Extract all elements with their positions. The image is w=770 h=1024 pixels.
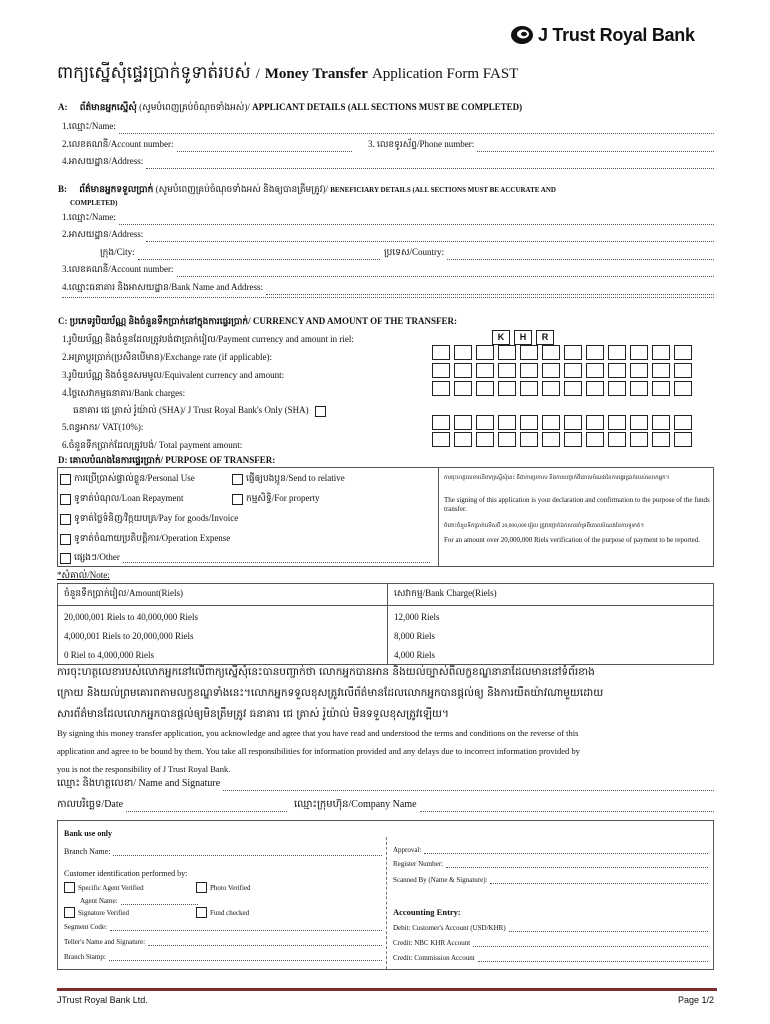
footer-divider [57, 988, 717, 991]
section-c-heading: C: ប្រភេទរូបិយប័ណ្ណ និងចំនួនទឹកប្រាក់នៅក្នុងការផ្ទេរប្រាក់/ CURRENCY AND AMOUNT OF THE TRANSFER: [58, 316, 457, 326]
photo-verified-option[interactable]: Photo Verified [196, 882, 251, 893]
table-header: ចំនួនទឹកប្រាក់រៀល/Amount(Riels) [58, 584, 388, 606]
purpose-threshold-en: For an amount over 20,000,000 Riels verification of the purpose of payment to be reported. [444, 536, 701, 544]
beneficiary-name-field[interactable]: 1.ឈ្មោះ/Name: [62, 212, 714, 225]
purpose-threshold-khmer: ចំពោះចំនួនទឹកប្រាក់លើសពី 20,000,000 រៀល ត្រូវបញ្ជាក់ឯកសារគាំទ្រពីគោលបំណងនៃការទូទាត់។ [444, 523, 644, 529]
credit-commission-field[interactable]: Credit: Commission Account [393, 954, 708, 962]
table-header: សេវាកម្ម/Bank Charge(Riels) [388, 584, 714, 606]
section-d-heading: D: គោលបំណងនៃការផ្ទេរប្រាក់/ PURPOSE OF TRANSFER: [58, 455, 276, 465]
beneficiary-city-field[interactable]: ក្រុង/City: [100, 247, 380, 260]
bank-charges-label: 4.ថ្លៃសេវាកម្មធនាគារ/Bank charges: [62, 388, 186, 398]
vat-boxes[interactable] [432, 415, 692, 430]
company-name-field[interactable]: ឈ្មោះក្រុមហ៊ុន/Company Name [294, 797, 714, 812]
total-amount-label: 6.ចំនួនទឹកប្រាក់ដែលត្រូវបង់/ Total payment amount: [62, 440, 243, 450]
note-label: *សំគាល់/Note: [57, 570, 110, 580]
purpose-declaration-en: The signing of this application is your declaration and confirmation to the purpose of the funds transfer. [444, 496, 710, 513]
bank-logo [510, 24, 695, 46]
debit-field[interactable]: Debit: Customer's Account (USD/KHR) [393, 924, 708, 932]
sha-option[interactable]: ធនាគារ ជេ ត្រាស់ រ៉ូយ៉ាល់ (SHA)/ J Trust Royal Bank's Only (SHA) [73, 405, 329, 418]
currency-code-cell: R [536, 330, 554, 345]
segment-code-field[interactable]: Segment Code: [64, 923, 382, 931]
sha-checkbox[interactable] [315, 406, 326, 417]
declaration-khmer: ការចុះហត្ថលេខារបស់លោកអ្នកនៅលើពាក្យស្នើសុំនេះបានបញ្ជាក់ថា លោកអ្នកបានអាន និងយល់ច្បាស់ពីលក្ខខណ្ឌនានាដែលមាននៅទំព័រខាង ក្រោយ និងយល់ព្រមគោរពតាមលក្ខខណ្ឌទាំងនេះ។លោកអ្នកទទួលខុសត្រូវលើព័ត៌មានដែលលោកអ្នកបានផ្តល់ឲ្យ និងការយឺតយ៉ាវណាមួយដោយ សារព័ត៌មានដែលលោកអ្នកបានផ្តល់ឲ្យមិនត្រឹមត្រូវ ធនាគារ ជេ ត្រាស់ រ៉ូយ៉ាល់ មិនទទួលខុសត្រូវឡើយ។ [57, 666, 604, 720]
credit-nbc-field[interactable]: Credit: NBC KHR Account [393, 939, 708, 947]
bank-logo-text: J Trust Royal Bank [538, 24, 695, 45]
applicant-address-field[interactable]: 4.អាសយដ្ឋាន/Address: [62, 156, 714, 169]
footer-company: JTrust Royal Bank Ltd. [57, 995, 148, 1005]
signature-verified-option[interactable]: Signature Verified [64, 907, 129, 918]
currency-code-cell: H [514, 330, 532, 345]
exchange-rate-label: 2.អត្រាប្តូរប្រាក់(ប្រសិនបើមាន)/Exchange rate (if applicable): [62, 352, 272, 362]
footer-page: Page 1/2 [678, 995, 715, 1005]
section-a-heading: A: ព័ត៌មានអ្នកស្នើសុំ (សូមបំពេញគ្រប់ចំណុចទាំងអស់)/ APPLICANT DETAILS (ALL SECTIONS MUST BE COMPLETED) [58, 102, 523, 112]
beneficiary-bank-field[interactable]: 4.ឈ្មោះធនាគារ និងអាសយដ្ឋាន/Bank Name and Address: [62, 282, 714, 295]
beneficiary-address-field[interactable]: 2.អាសយដ្ឋាន/Address: [62, 229, 714, 242]
date-field[interactable]: កាលបរិច្ឆេទ/Date [57, 797, 287, 812]
approval-field[interactable]: Approval: [393, 846, 708, 854]
bank-charge-table [57, 583, 714, 665]
purpose-property[interactable]: កម្មសិទ្ធិ/For property [232, 493, 319, 506]
table-row: 4,000,001 Riels to 20,000,000 Riels 8,000 Riels [58, 625, 714, 644]
bank-use-title: Bank use only [64, 829, 113, 838]
specific-agent-option[interactable]: Specific Agent Verified [64, 882, 144, 893]
fund-checked-option[interactable]: Fund checked [196, 907, 249, 918]
applicant-account-field[interactable]: 2.លេខគណនី/Account number: [62, 139, 352, 152]
customer-id-label: Customer identification performed by: [64, 869, 188, 878]
exchange-rate-boxes[interactable] [432, 345, 692, 360]
title-khmer: ពាក្យស្នើសុំផ្ទេរប្រាក់ទូទាត់របស់ [57, 63, 251, 83]
equivalent-amount-label: 3.រូបិយប័ណ្ណ និងចំនួនសមមូល/Equivalent currency and amount: [62, 370, 285, 380]
scanned-by-field[interactable]: Scanned By (Name & Signature): [393, 876, 708, 884]
vat-label: 5.ពន្ធអាករ/ VAT(10%): [62, 422, 144, 432]
declaration-en: By signing this money transfer application, you acknowledge and agree that you have read and understood the terms and conditions on the reverse of this application and agree to be bound by them. You take all responsibilities for information provided and any delays due to incorrect information provided by you is not the responsibility of J Trust Royal Bank. [57, 728, 580, 774]
beneficiary-country-field[interactable]: ប្រទេស/Country: [384, 247, 714, 260]
agent-name-field[interactable]: Agent Name: [80, 897, 198, 905]
section-b-heading: B: ព័ត៌មានអ្នកទទួលប្រាក់ (សូមបំពេញគ្រប់ចំណុចទាំងអស់ និងឲ្យបានត្រឹមត្រូវ)/ BENEFICIARY DETAILS (ALL SECTIONS MUST BE ACCURATE AND COMPLETED) [58, 184, 556, 207]
currency-code-cell: K [492, 330, 510, 345]
bank-logo-icon [510, 24, 534, 46]
purpose-goods[interactable]: ទូទាត់ថ្លៃទំនិញ/វិក្កយបត្រ/Pay for goods/Invoice [60, 513, 238, 526]
bank-use-box [57, 820, 714, 970]
purpose-declaration-khmer: ការចុះហត្ថលេខាលើពាក្យស្នើសុំនេះ គឺជាការប្រកាស និងការបញ្ជាក់ពីគោលបំណងនៃការផ្ទេរប្រាក់របស់លោកអ្នក។ [444, 475, 670, 481]
payment-currency-label: 1.រូបិយប័ណ្ណ និងចំនួនដែលត្រូវបង់ជាប្រាក់រៀល/Payment currency and amount in riel: [62, 334, 354, 344]
register-number-field[interactable]: Register Number: [393, 860, 708, 868]
purpose-personal[interactable]: ការប្រើប្រាស់ផ្ទាល់ខ្លួន/Personal Use [60, 473, 195, 486]
page-title [57, 62, 518, 87]
table-row: 20,000,001 Riels to 40,000,000 Riels 12,000 Riels [58, 606, 714, 626]
teller-field[interactable]: Teller's Name and Signature: [64, 938, 382, 946]
title-en-rest: Application Form FAST [371, 66, 519, 82]
purpose-box [57, 467, 714, 567]
equivalent-amount-boxes[interactable] [432, 363, 692, 378]
purpose-operation[interactable]: ទូទាត់ចំណាយប្រតិបត្តិការ/Operation Expense [60, 533, 230, 546]
bank-charges-boxes[interactable] [432, 381, 692, 396]
purpose-loan[interactable]: ទូទាត់បំណុល/Loan Repayment [60, 493, 184, 506]
total-amount-boxes[interactable] [432, 432, 692, 447]
applicant-name-field[interactable]: 1.ឈ្មោះ/Name: [62, 121, 714, 134]
accounting-entry-title: Accounting Entry: [393, 907, 461, 917]
table-row: 0 Riel to 4,000,000 Riels 4,000 Riels [58, 644, 714, 665]
purpose-other[interactable]: ផ្សេងៗ/Other [60, 552, 430, 565]
branch-name-field[interactable]: Branch Name: [64, 847, 382, 856]
purpose-relative[interactable]: ផ្ញើឲ្យបងប្អូន/Send to relative [232, 473, 345, 486]
applicant-phone-field[interactable]: 3. លេខទូរស័ព្ទ/Phone number: [368, 139, 714, 152]
title-separator: / [255, 66, 260, 82]
title-en-bold: Money Transfer [264, 66, 368, 82]
beneficiary-bank-field-line2[interactable] [62, 297, 714, 298]
name-signature-field[interactable]: ឈ្មោះ និងហត្ថលេខា/ Name and Signature [57, 776, 714, 791]
currency-code-boxes [492, 330, 554, 345]
beneficiary-account-field[interactable]: 3.លេខគណនី/Account number: [62, 264, 714, 277]
branch-stamp-field[interactable]: Branch Stamp: [64, 953, 382, 961]
